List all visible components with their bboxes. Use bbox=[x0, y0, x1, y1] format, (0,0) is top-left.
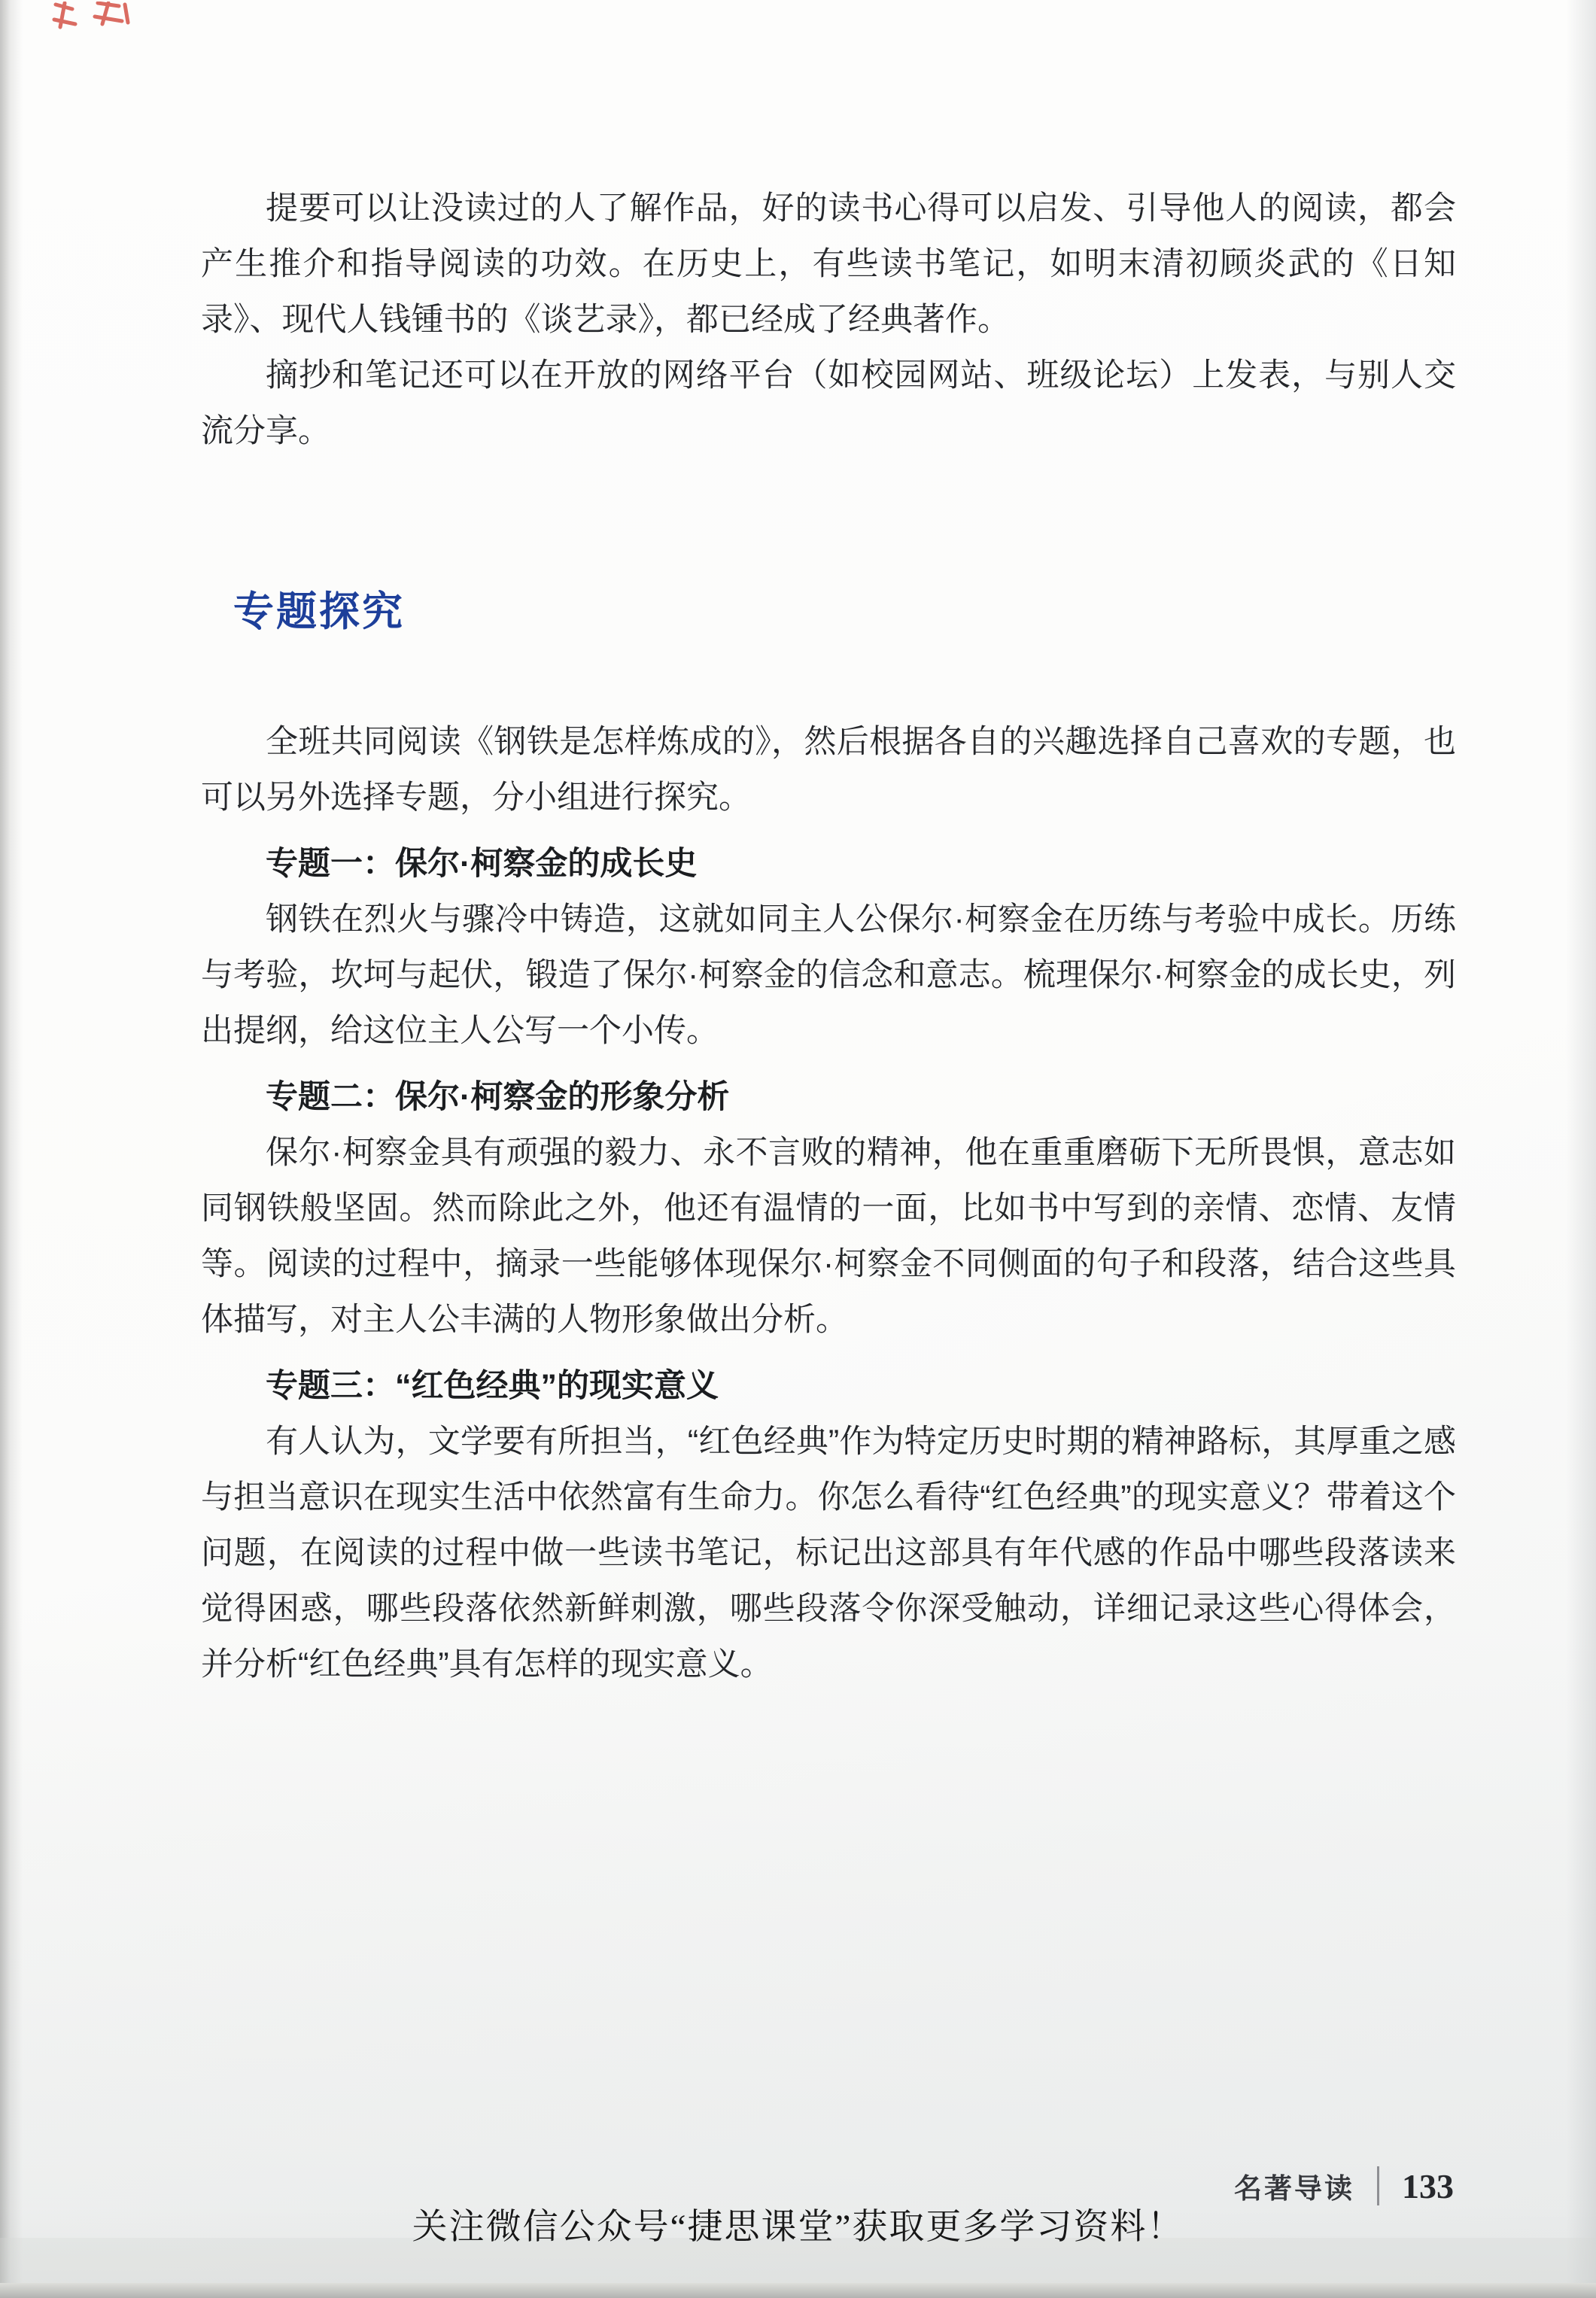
topic-1-body: 钢铁在烈火与骤冷中铸造，这就如同主人公保尔·柯察金在历练与考验中成长。历练与考验，坎坷与起伏，锻造了保尔·柯察金的信念和意志。梳理保尔·柯察金的成长史，列出提纲，给这位主人公写一个小传。 bbox=[201, 901, 1456, 1049]
scan-shadow-left-edge bbox=[0, 0, 23, 2298]
red-pen-marks-icon bbox=[50, 2, 147, 43]
topic-3-title: 专题三：“红色经典”的现实意义 bbox=[266, 1368, 719, 1404]
topic-2-body: 保尔·柯察金具有顽强的毅力、永不言败的精神，他在重重磨砺下无所畏惧，意志如同钢铁般坚固。然而除此之外，他还有温情的一面，比如书中写到的亲情、恋情、友情等。阅读的过程中，摘录一些能够体现保尔·柯察金不同侧面的句子和段落，结合这些具体描写，对主人公丰满的人物形象做出分析。 bbox=[201, 1135, 1456, 1338]
section-heading: 专题探究 bbox=[233, 589, 405, 634]
footer-page-number: 133 bbox=[1402, 2166, 1454, 2205]
footer-divider bbox=[1377, 2166, 1379, 2205]
page-body-text bbox=[201, 181, 1456, 1692]
topic-3-body: 有人认为，文学要有所担当，“红色经典”作为特定历史时期的精神路标，其厚重之感与担当意识在现实生活中依然富有生命力。你怎么看待“红色经典”的现实意义？带着这个问题，在阅读的过程中做一些读书笔记，标记出这部具有年代感的作品中哪些段落读来觉得困惑，哪些段落依然新鲜刺激，哪些段落令你深受触动，详细记录这些心得体会，并分析“红色经典”具有怎样的现实意义。 bbox=[201, 1424, 1456, 1682]
page-footer bbox=[1234, 2166, 1454, 2206]
watermark-text: 关注微信公众号“捷思课堂”获取更多学习资料！ bbox=[412, 2208, 1184, 2247]
intro-paragraph-2: 摘抄和笔记还可以在开放的网络平台（如校园网站、班级论坛）上发表，与别人交流分享。 bbox=[201, 357, 1456, 449]
topic-2-title: 专题二：保尔·柯察金的形象分析 bbox=[266, 1079, 730, 1115]
scan-shadow-bottom-edge bbox=[0, 2283, 1596, 2298]
scan-shadow-right-edge bbox=[1566, 0, 1596, 2298]
topic-1-title: 专题一：保尔·柯察金的成长史 bbox=[266, 846, 698, 882]
intro-paragraph-1: 提要可以让没读过的人了解作品，好的读书心得可以启发、引导他人的阅读，都会产生推介和指导阅读的功效。在历史上，有些读书笔记，如明末清初顾炎武的《日知录》、现代人钱锺书的《谈艺录》，都已经成了经典著作。 bbox=[201, 190, 1456, 338]
section-intro-paragraph: 全班共同阅读《钢铁是怎样炼成的》，然后根据各自的兴趣选择自己喜欢的专题，也可以另外选择专题，分小组进行探究。 bbox=[201, 724, 1456, 816]
footer-section-label: 名著导读 bbox=[1234, 2173, 1354, 2204]
